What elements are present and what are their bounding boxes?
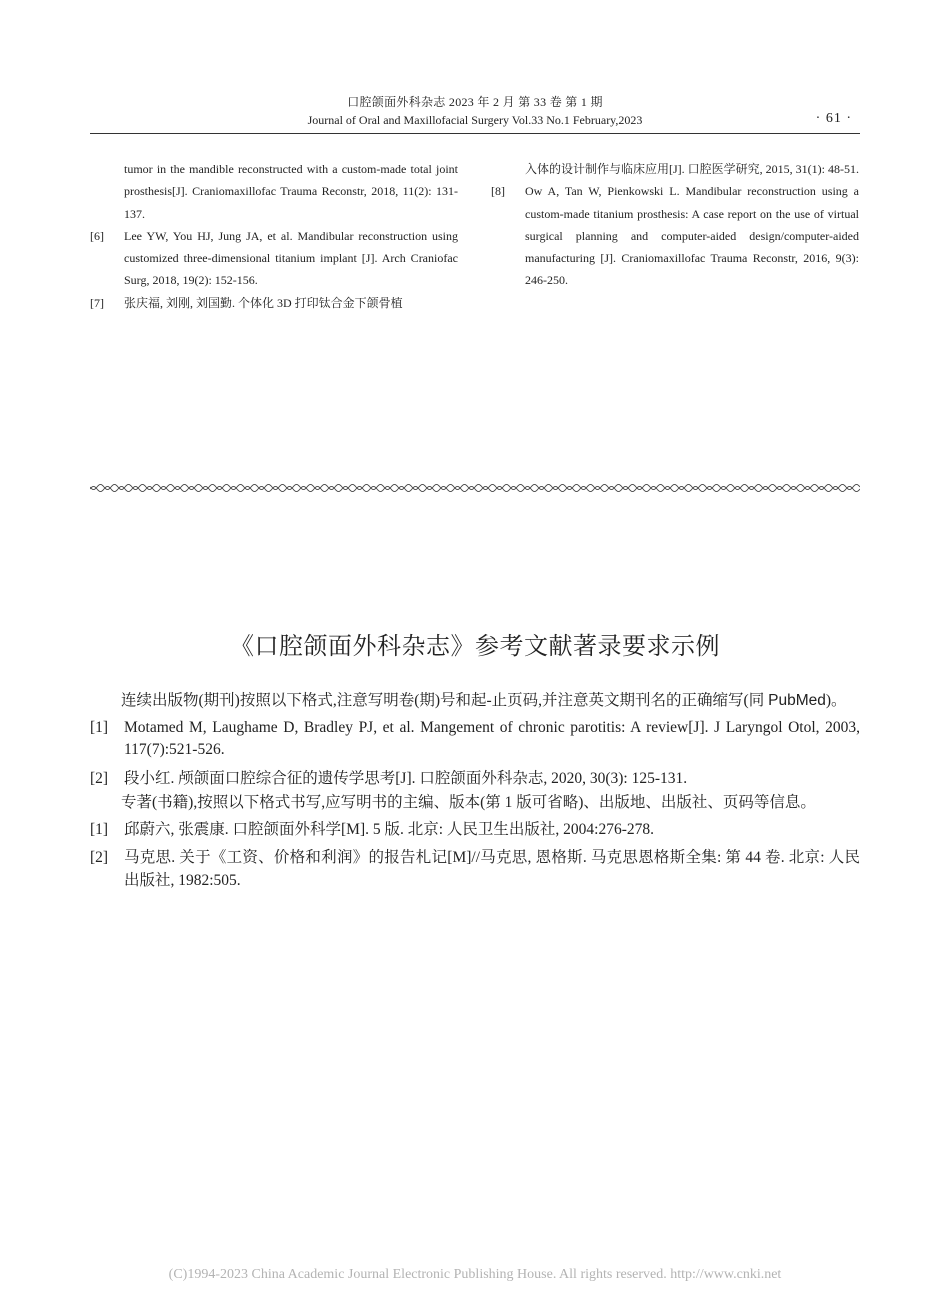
reference-text: tumor in the mandible reconstructed with a custom-made total joint prosthesis[J]. Craniomaxillofac Trauma Reconstr, 2018, 11(2): 131-137. xyxy=(124,162,458,221)
reference-text: Lee YW, You HJ, Jung JA, et al. Mandibular reconstruction using customized three-dimensional titanium implant [J]. Arch Craniofac Surg, 2018, 19(2): 152-156. xyxy=(124,228,458,288)
copyright-footer: (C)1994-2023 China Academic Journal Electronic Publishing House. All rights reserved. http://www.cnki.net xyxy=(168,1267,782,1282)
wavy-divider xyxy=(90,482,860,494)
running-header-chinese: 口腔颌面外科杂志 2023 年 2 月 第 33 卷 第 1 期 xyxy=(347,95,603,109)
reference-number: [8] xyxy=(491,184,505,199)
reference-text: 入体的设计制作与临床应用[J]. 口腔医学研究, 2015, 31(1): 48-51. xyxy=(525,162,859,176)
book-format-intro: 专著(书籍),按照以下格式书写,应写明书的主编、版本(第 1 版可省略)、出版地、出版社、页码等信息。 xyxy=(121,794,816,811)
reference-text: Ow A, Tan W, Pienkowski L. Mandibular reconstruction using a custom-made titanium prosthesis: A case report on the use of virtual surgical planning and computer-aided design/computer-aided manufacturing [J]. Craniomaxillofac Trauma Reconstr, 2016, 9(3): 246-250. xyxy=(525,184,859,288)
reference-item xyxy=(491,158,859,180)
reference-text: 段小红. 颅颌面口腔综合征的遗传学思考[J]. 口腔颌面外科杂志, 2020, 30(3): 125-131. xyxy=(124,769,688,787)
journal-format-intro xyxy=(90,690,860,713)
intro-text: 连续出版物(期刊)按照以下格式,注意写明卷(期)号和起-止页码,并注意英文期刊名的正确缩写(同 xyxy=(121,692,769,709)
reference-text: 邱蔚六, 张震康. 口腔颌面外科学[M]. 5 版. 北京: 人民卫生出版社, 2004:276-278. xyxy=(124,820,655,838)
left-column-references xyxy=(90,158,458,314)
reference-number: [1] xyxy=(90,820,109,838)
running-header-english: Journal of Oral and Maxillofacial Surgery Vol.33 No.1 February,2023 xyxy=(307,113,643,127)
section-body xyxy=(90,690,860,898)
intro-pubmed: PubMed xyxy=(768,692,826,709)
reference-number: [1] xyxy=(90,718,109,736)
reference-text: 张庆福, 刘刚, 刘国勤. 个体化 3D 打印钛合金下颌骨植 xyxy=(124,295,403,310)
reference-item xyxy=(90,158,458,225)
reference-number: [2] xyxy=(90,849,109,866)
section-title: 《口腔颌面外科杂志》参考文献著录要求示例 xyxy=(230,634,720,660)
page-number: · 61 · xyxy=(815,111,852,126)
reference-item xyxy=(491,180,859,291)
reference-item xyxy=(90,225,458,292)
header-rule xyxy=(90,133,860,134)
book-example-reference xyxy=(90,819,860,842)
right-column-references xyxy=(491,158,859,292)
reference-number: [7] xyxy=(90,295,104,310)
reference-item xyxy=(90,292,458,314)
journal-example-reference xyxy=(90,717,860,762)
reference-number: [6] xyxy=(90,228,104,243)
journal-example-reference xyxy=(90,768,860,791)
reference-text: Motamed M, Laughame D, Bradley PJ, et al. Mangement of chronic parotitis: A review[J]. J Laryngol Otol, 2003, 117(7):521-526. xyxy=(124,718,860,758)
reference-text: 马克思. 关于《工资、价格和利润》的报告札记[M]//马克思, 恩格斯. 马克思恩格斯全集: 第 44 卷. 北京: 人民出版社, 1982:505. xyxy=(124,849,860,889)
intro-end: )。 xyxy=(825,692,847,709)
book-example-reference xyxy=(90,847,860,892)
reference-number: [2] xyxy=(90,769,109,787)
